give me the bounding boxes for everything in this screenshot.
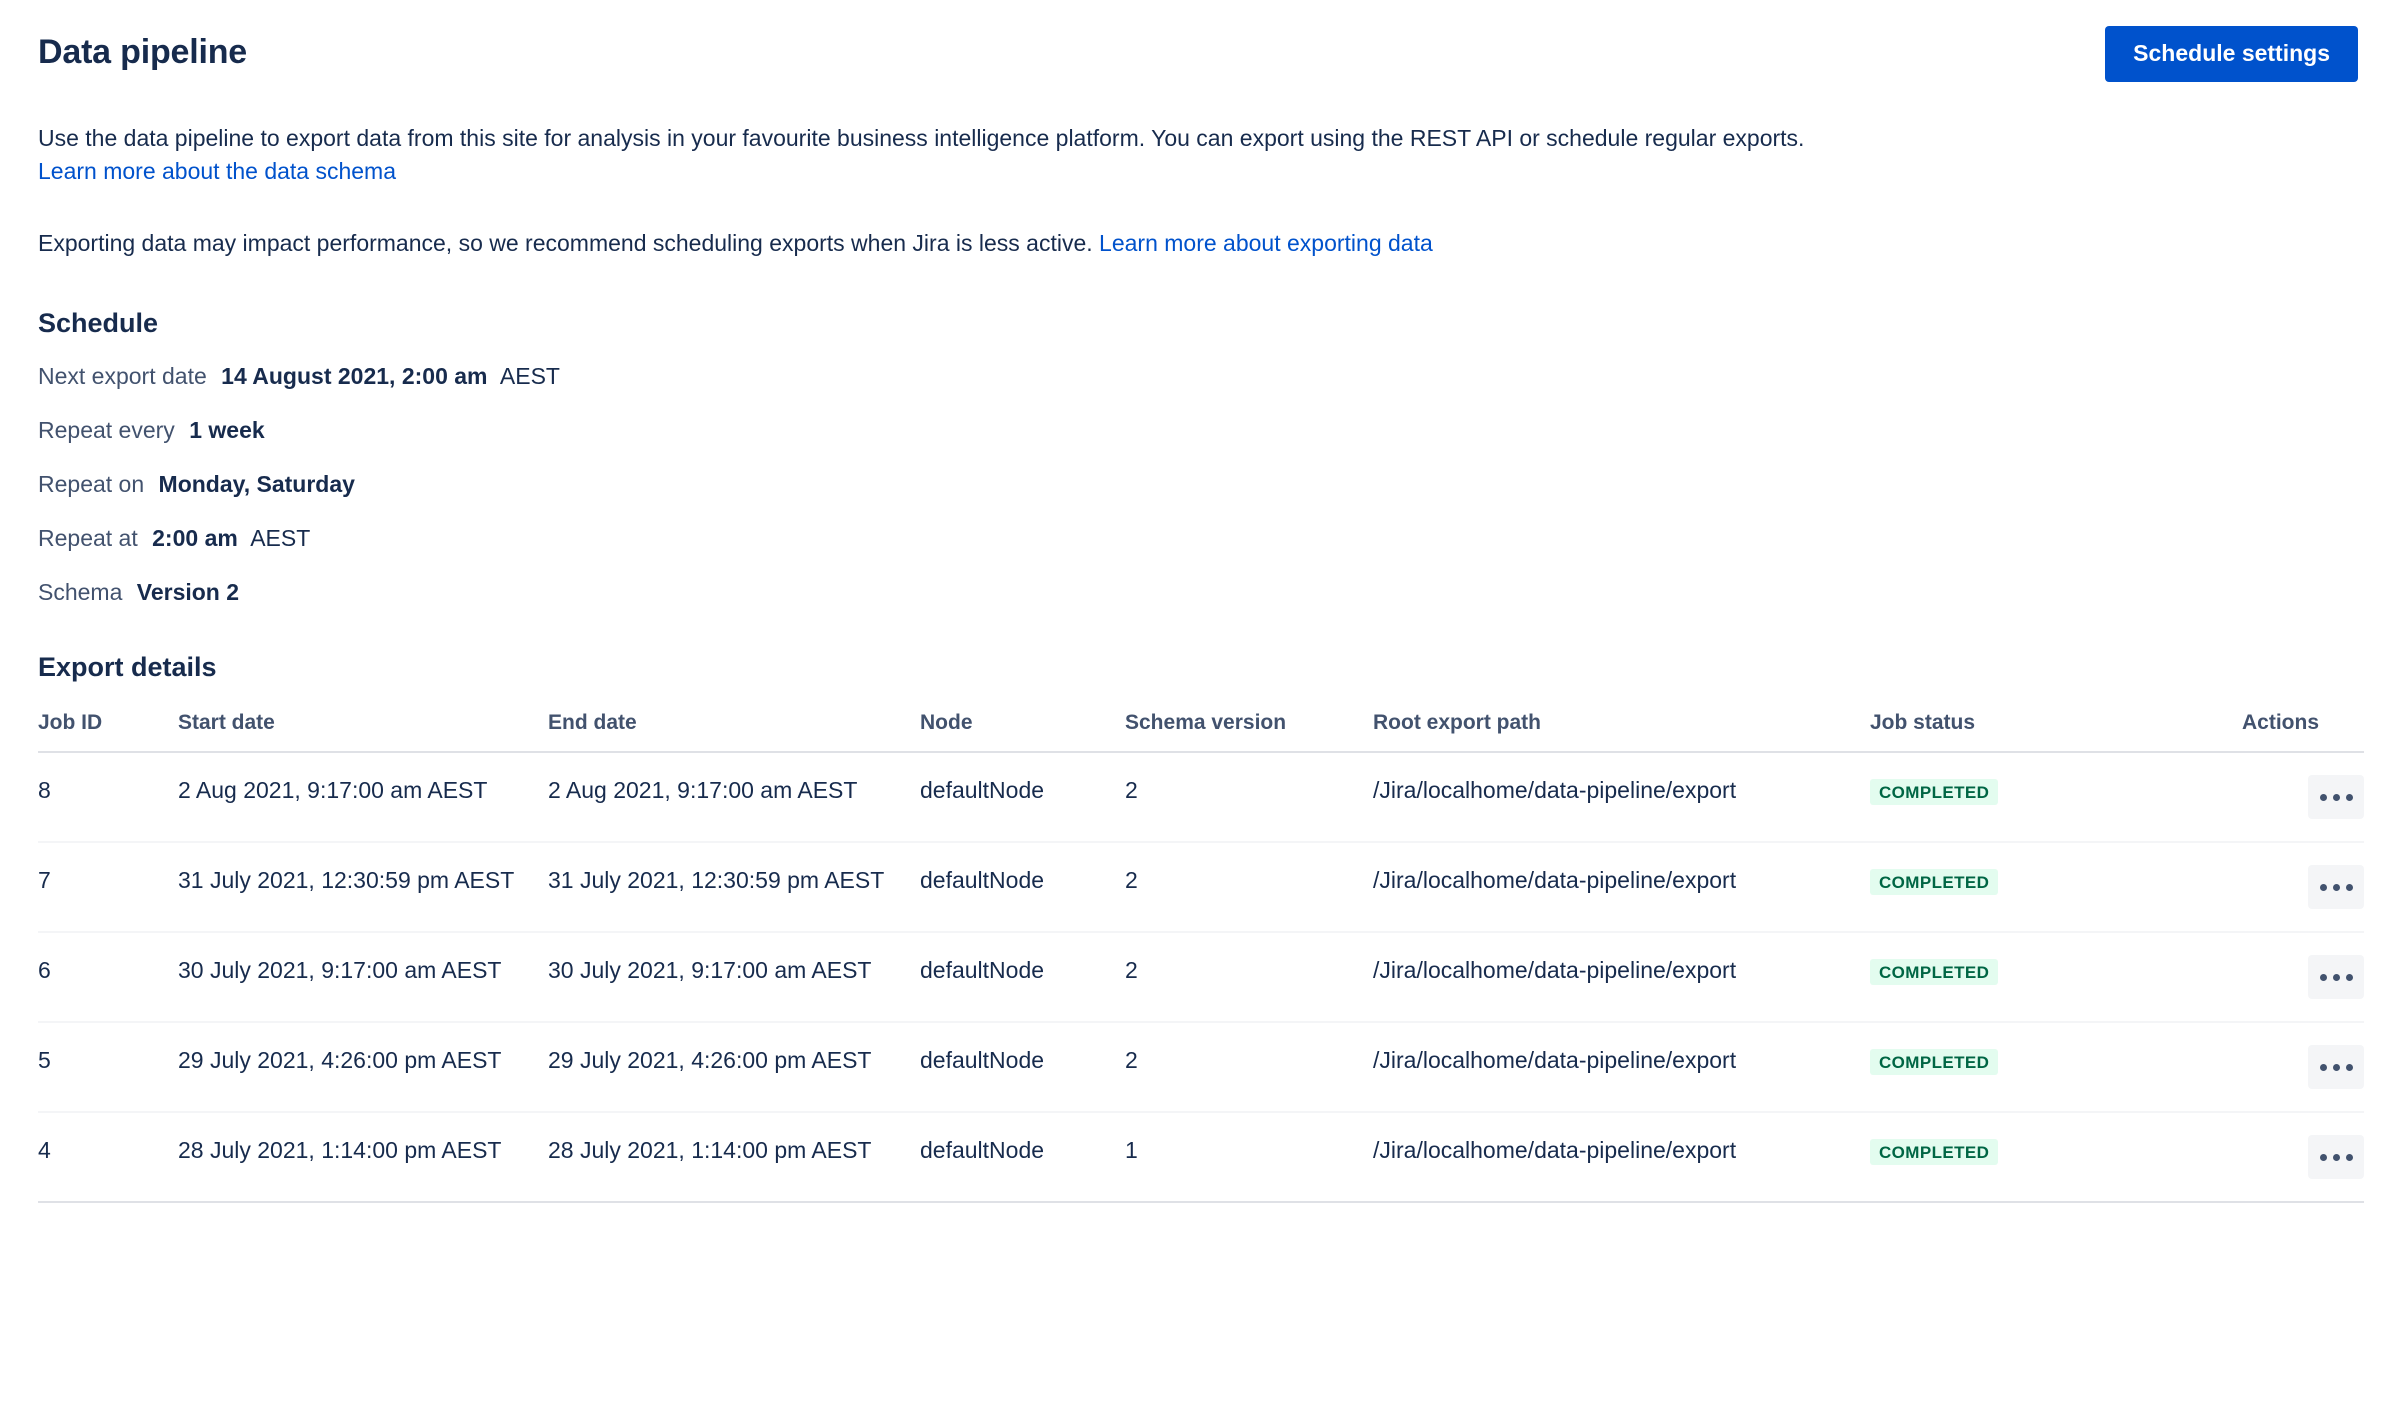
cell-job-status xyxy=(1870,1112,2242,1202)
dot xyxy=(2346,1064,2353,1071)
schedule-details-list xyxy=(38,365,2366,604)
schedule-label: Next export date xyxy=(38,363,207,390)
dot xyxy=(2320,1064,2327,1071)
cell-job-status xyxy=(1870,1022,2242,1112)
cell-job-id: 4 xyxy=(38,1112,178,1202)
schedule-suffix: AEST xyxy=(250,525,311,552)
cell-actions xyxy=(2242,1022,2364,1112)
cell-actions xyxy=(2242,842,2364,932)
cell-node: defaultNode xyxy=(920,752,1125,842)
column-header-start-date[interactable]: Start date xyxy=(178,711,548,752)
cell-start-date: 31 July 2021, 12:30:59 pm AEST xyxy=(178,842,548,932)
dot xyxy=(2346,974,2353,981)
cell-start-date: 30 July 2021, 9:17:00 am AEST xyxy=(178,932,548,1022)
schedule-row-repeat-every xyxy=(38,419,2366,442)
dot xyxy=(2320,1154,2327,1161)
table-row xyxy=(38,752,2364,842)
intro-text-1: Use the data pipeline to export data from this site for analysis in your favourite business intelligence platform. You can export using the REST API or schedule regular exports. xyxy=(38,125,1805,151)
dot xyxy=(2346,884,2353,891)
cell-schema-version: 2 xyxy=(1125,1022,1373,1112)
dot xyxy=(2346,794,2353,801)
dot xyxy=(2320,974,2327,981)
more-actions-icon[interactable] xyxy=(2308,1135,2364,1179)
cell-root-export-path: /Jira/localhome/data-pipeline/export xyxy=(1373,932,1870,1022)
table-row xyxy=(38,1022,2364,1112)
intro-paragraph-1 xyxy=(38,122,2366,189)
schedule-row-next-export-date xyxy=(38,365,2366,388)
column-header-job-id[interactable]: Job ID xyxy=(38,711,178,752)
cell-end-date: 28 July 2021, 1:14:00 pm AEST xyxy=(548,1112,920,1202)
table-row xyxy=(38,1112,2364,1202)
export-details-table xyxy=(38,711,2364,1203)
cell-job-id: 7 xyxy=(38,842,178,932)
intro-text-2: Exporting data may impact performance, so we recommend scheduling exports when Jira is less active. xyxy=(38,229,1093,256)
table-body xyxy=(38,752,2364,1202)
cell-job-id: 8 xyxy=(38,752,178,842)
dot xyxy=(2333,1064,2340,1071)
table-head xyxy=(38,711,2364,752)
schedule-value: 2:00 am xyxy=(152,525,238,552)
dot xyxy=(2333,974,2340,981)
schedule-suffix: AEST xyxy=(499,363,560,390)
schedule-value: 1 week xyxy=(189,417,265,444)
cell-job-id: 5 xyxy=(38,1022,178,1112)
status-badge: COMPLETED xyxy=(1870,779,1998,805)
cell-end-date: 31 July 2021, 12:30:59 pm AEST xyxy=(548,842,920,932)
schedule-value: Monday, Saturday xyxy=(158,471,355,498)
page-top-border xyxy=(0,0,2400,4)
intro-paragraph-2 xyxy=(38,227,2366,260)
cell-root-export-path: /Jira/localhome/data-pipeline/export xyxy=(1373,1112,1870,1202)
status-badge: COMPLETED xyxy=(1870,1139,1998,1165)
cell-start-date: 2 Aug 2021, 9:17:00 am AEST xyxy=(178,752,548,842)
cell-node: defaultNode xyxy=(920,1112,1125,1202)
dot xyxy=(2320,884,2327,891)
cell-schema-version: 2 xyxy=(1125,842,1373,932)
exporting-data-link[interactable]: Learn more about exporting data xyxy=(1099,229,1433,256)
cell-job-id: 6 xyxy=(38,932,178,1022)
cell-root-export-path: /Jira/localhome/data-pipeline/export xyxy=(1373,1022,1870,1112)
page-title: Data pipeline xyxy=(38,33,248,71)
more-actions-icon[interactable] xyxy=(2308,955,2364,999)
schedule-label: Schema xyxy=(38,579,123,606)
dot xyxy=(2333,884,2340,891)
schedule-label: Repeat at xyxy=(38,525,138,552)
dot xyxy=(2320,794,2327,801)
table-row xyxy=(38,932,2364,1022)
data-schema-link[interactable]: Learn more about the data schema xyxy=(38,158,397,185)
column-header-actions: Actions xyxy=(2242,711,2364,752)
cell-actions xyxy=(2242,752,2364,842)
cell-start-date: 28 July 2021, 1:14:00 pm AEST xyxy=(178,1112,548,1202)
cell-end-date: 29 July 2021, 4:26:00 pm AEST xyxy=(548,1022,920,1112)
column-header-end-date[interactable]: End date xyxy=(548,711,920,752)
more-actions-icon[interactable] xyxy=(2308,1045,2364,1089)
schedule-settings-button[interactable]: Schedule settings xyxy=(2105,26,2358,82)
cell-job-status xyxy=(1870,932,2242,1022)
table-header-row xyxy=(38,711,2364,752)
status-badge: COMPLETED xyxy=(1870,959,1998,985)
table-row xyxy=(38,842,2364,932)
export-details-table-wrap xyxy=(38,711,2364,1203)
cell-end-date: 30 July 2021, 9:17:00 am AEST xyxy=(548,932,920,1022)
cell-actions xyxy=(2242,932,2364,1022)
column-header-node[interactable]: Node xyxy=(920,711,1125,752)
export-details-heading: Export details xyxy=(38,652,217,683)
status-badge: COMPLETED xyxy=(1870,869,1998,895)
column-header-job-status[interactable]: Job status xyxy=(1870,711,2242,752)
dot xyxy=(2333,794,2340,801)
dot xyxy=(2333,1154,2340,1161)
cell-schema-version: 1 xyxy=(1125,1112,1373,1202)
schedule-value: 14 August 2021, 2:00 am xyxy=(221,363,488,390)
cell-start-date: 29 July 2021, 4:26:00 pm AEST xyxy=(178,1022,548,1112)
status-badge: COMPLETED xyxy=(1870,1049,1998,1075)
schedule-row-repeat-on xyxy=(38,473,2366,496)
schedule-row-schema xyxy=(38,581,2366,604)
cell-root-export-path: /Jira/localhome/data-pipeline/export xyxy=(1373,752,1870,842)
cell-node: defaultNode xyxy=(920,1022,1125,1112)
cell-job-status xyxy=(1870,752,2242,842)
cell-node: defaultNode xyxy=(920,932,1125,1022)
cell-schema-version: 2 xyxy=(1125,932,1373,1022)
cell-schema-version: 2 xyxy=(1125,752,1373,842)
schedule-row-repeat-at xyxy=(38,527,2366,550)
column-header-root-export-path[interactable]: Root export path xyxy=(1373,711,1870,752)
more-actions-icon[interactable] xyxy=(2308,865,2364,909)
schedule-heading: Schedule xyxy=(38,308,159,339)
cell-end-date: 2 Aug 2021, 9:17:00 am AEST xyxy=(548,752,920,842)
cell-node: defaultNode xyxy=(920,842,1125,932)
cell-root-export-path: /Jira/localhome/data-pipeline/export xyxy=(1373,842,1870,932)
schedule-label: Repeat on xyxy=(38,471,145,498)
schedule-value: Version 2 xyxy=(136,579,240,606)
page-header xyxy=(38,26,2366,82)
cell-actions xyxy=(2242,1112,2364,1202)
dot xyxy=(2346,1154,2353,1161)
more-actions-icon[interactable] xyxy=(2308,775,2364,819)
column-header-schema-version[interactable]: Schema version xyxy=(1125,711,1373,752)
schedule-label: Repeat every xyxy=(38,417,175,444)
cell-job-status xyxy=(1870,842,2242,932)
